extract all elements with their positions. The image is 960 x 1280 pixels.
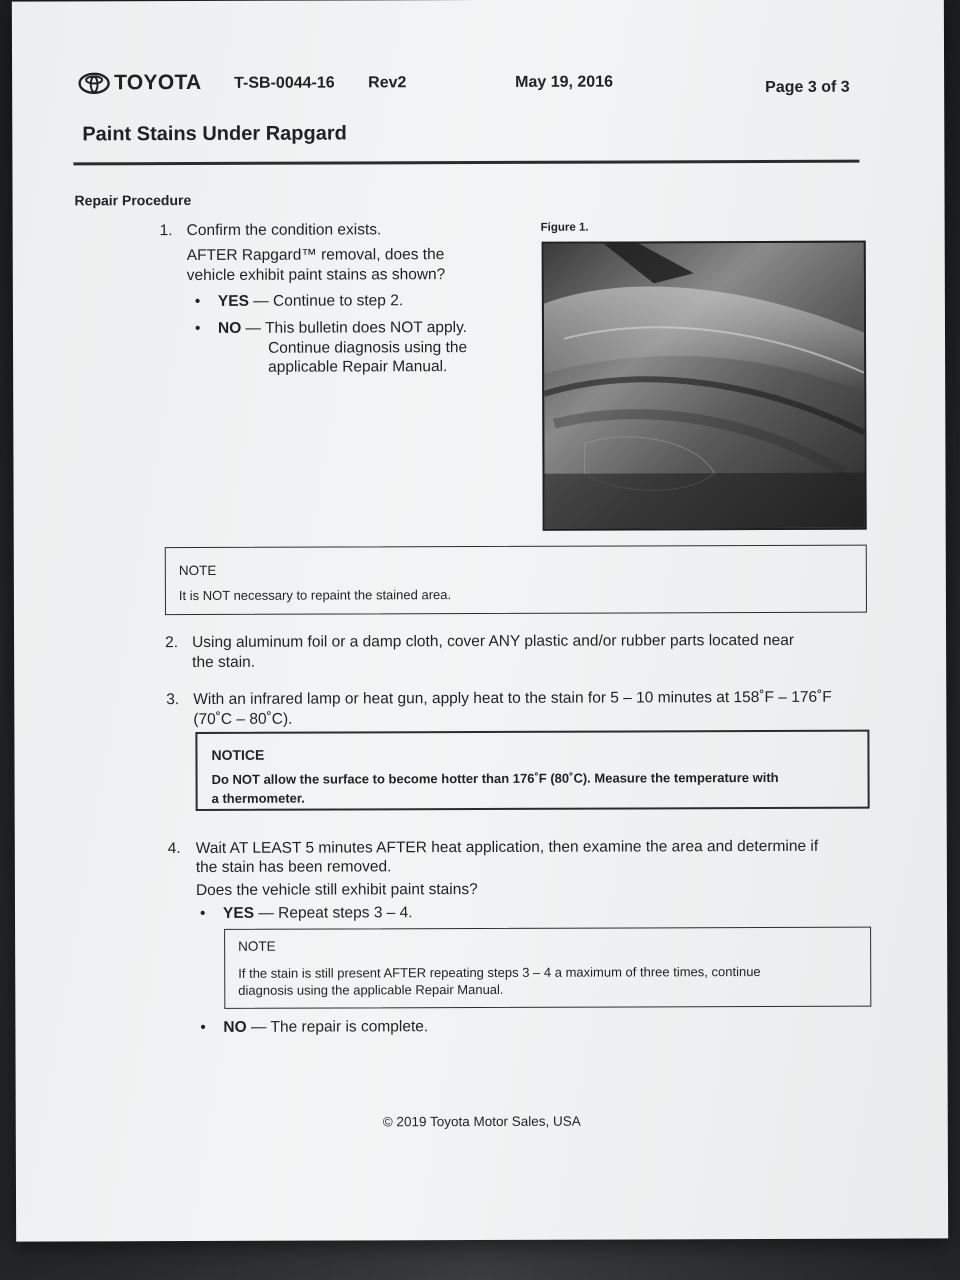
bulletin-id: T-SB-0044-16 xyxy=(234,74,335,92)
step-1-no-line3: applicable Repair Manual. xyxy=(268,358,448,376)
section-title: Repair Procedure xyxy=(74,192,192,209)
note-text: It is NOT necessary to repaint the stained area. xyxy=(178,587,452,604)
figure-label: Figure 1. xyxy=(540,221,589,234)
note-heading: NOTE xyxy=(178,562,217,579)
figure-1-photo xyxy=(542,241,867,531)
header-divider xyxy=(73,160,859,166)
yes-label: YES xyxy=(217,292,249,310)
step-2-line1: Using aluminum foil or a damp cloth, cover ANY plastic and/or rubber parts located near xyxy=(192,631,795,652)
bullet-dot: • xyxy=(200,1018,206,1036)
bulletin-date: May 19, 2016 xyxy=(515,73,614,91)
step-2-line2: the stain. xyxy=(192,653,256,672)
note-box xyxy=(224,927,871,1009)
revision: Rev2 xyxy=(368,74,407,92)
toyota-logo xyxy=(78,71,201,95)
step-4-yes xyxy=(223,903,413,924)
step-4-line2: the stain has been removed. xyxy=(195,858,392,876)
copyright-footer: © 2019 Toyota Motor Sales, USA xyxy=(382,1113,581,1130)
no-text: — This bulletin does NOT apply. xyxy=(245,319,467,337)
yes-label: YES xyxy=(222,904,255,922)
step-1-yes xyxy=(218,291,403,312)
toyota-emblem-icon xyxy=(78,72,110,94)
step-3-number: 3. xyxy=(166,691,180,709)
no-label: NO xyxy=(217,319,242,337)
step-4-question: Does the vehicle still exhibit paint stains? xyxy=(195,881,478,899)
step-1-number: 1. xyxy=(159,222,173,240)
note-box xyxy=(165,545,867,615)
step-4-number: 4. xyxy=(167,840,181,858)
step-1-title: Confirm the condition exists. xyxy=(186,221,382,240)
step-4-line1: Wait AT LEAST 5 minutes AFTER heat application, then examine the area and determine if xyxy=(195,837,819,857)
step-1-question-line1: AFTER Rapgard™ removal, does the xyxy=(186,246,445,265)
bullet-dot: • xyxy=(199,904,206,922)
step-1-question-line2: vehicle exhibit paint stains as shown? xyxy=(186,266,446,285)
note-line1: If the stain is still present AFTER repeating steps 3 – 4 a maximum of three times, continue xyxy=(238,964,761,981)
step-4-no xyxy=(223,1017,428,1038)
note-line2: diagnosis using the applicable Repair Manual. xyxy=(238,981,504,998)
step-3-line1: With an infrared lamp or heat gun, apply heat to the stain for 5 – 10 minutes at 158˚F – 176˚F xyxy=(193,688,832,709)
no-text: — The repair is complete. xyxy=(250,1018,429,1036)
bulletin-page xyxy=(12,0,948,1242)
note-heading: NOTE xyxy=(238,938,276,954)
notice-heading: NOTICE xyxy=(211,746,265,763)
bullet-dot: • xyxy=(194,292,201,310)
notice-box xyxy=(195,730,869,811)
step-3-line2: (70˚C – 80˚C). xyxy=(193,710,293,729)
page-title: Paint Stains Under Rapgard xyxy=(82,122,347,146)
step-2-number: 2. xyxy=(165,634,179,652)
page-number: Page 3 of 3 xyxy=(765,78,850,97)
brand-name: TOYOTA xyxy=(114,70,202,95)
notice-line2: a thermometer. xyxy=(211,790,305,806)
yes-text: — Continue to step 2. xyxy=(253,292,404,310)
step-1-no xyxy=(218,318,467,339)
step-1-no-line2: Continue diagnosis using the xyxy=(268,339,468,357)
no-label: NO xyxy=(223,1018,247,1036)
notice-line1: Do NOT allow the surface to become hotter than 176˚F (80˚C). Measure the temperature with xyxy=(211,769,779,787)
yes-text: — Repeat steps 3 – 4. xyxy=(258,904,413,922)
bullet-dot: • xyxy=(194,319,201,337)
car-paint-photo xyxy=(544,243,865,529)
